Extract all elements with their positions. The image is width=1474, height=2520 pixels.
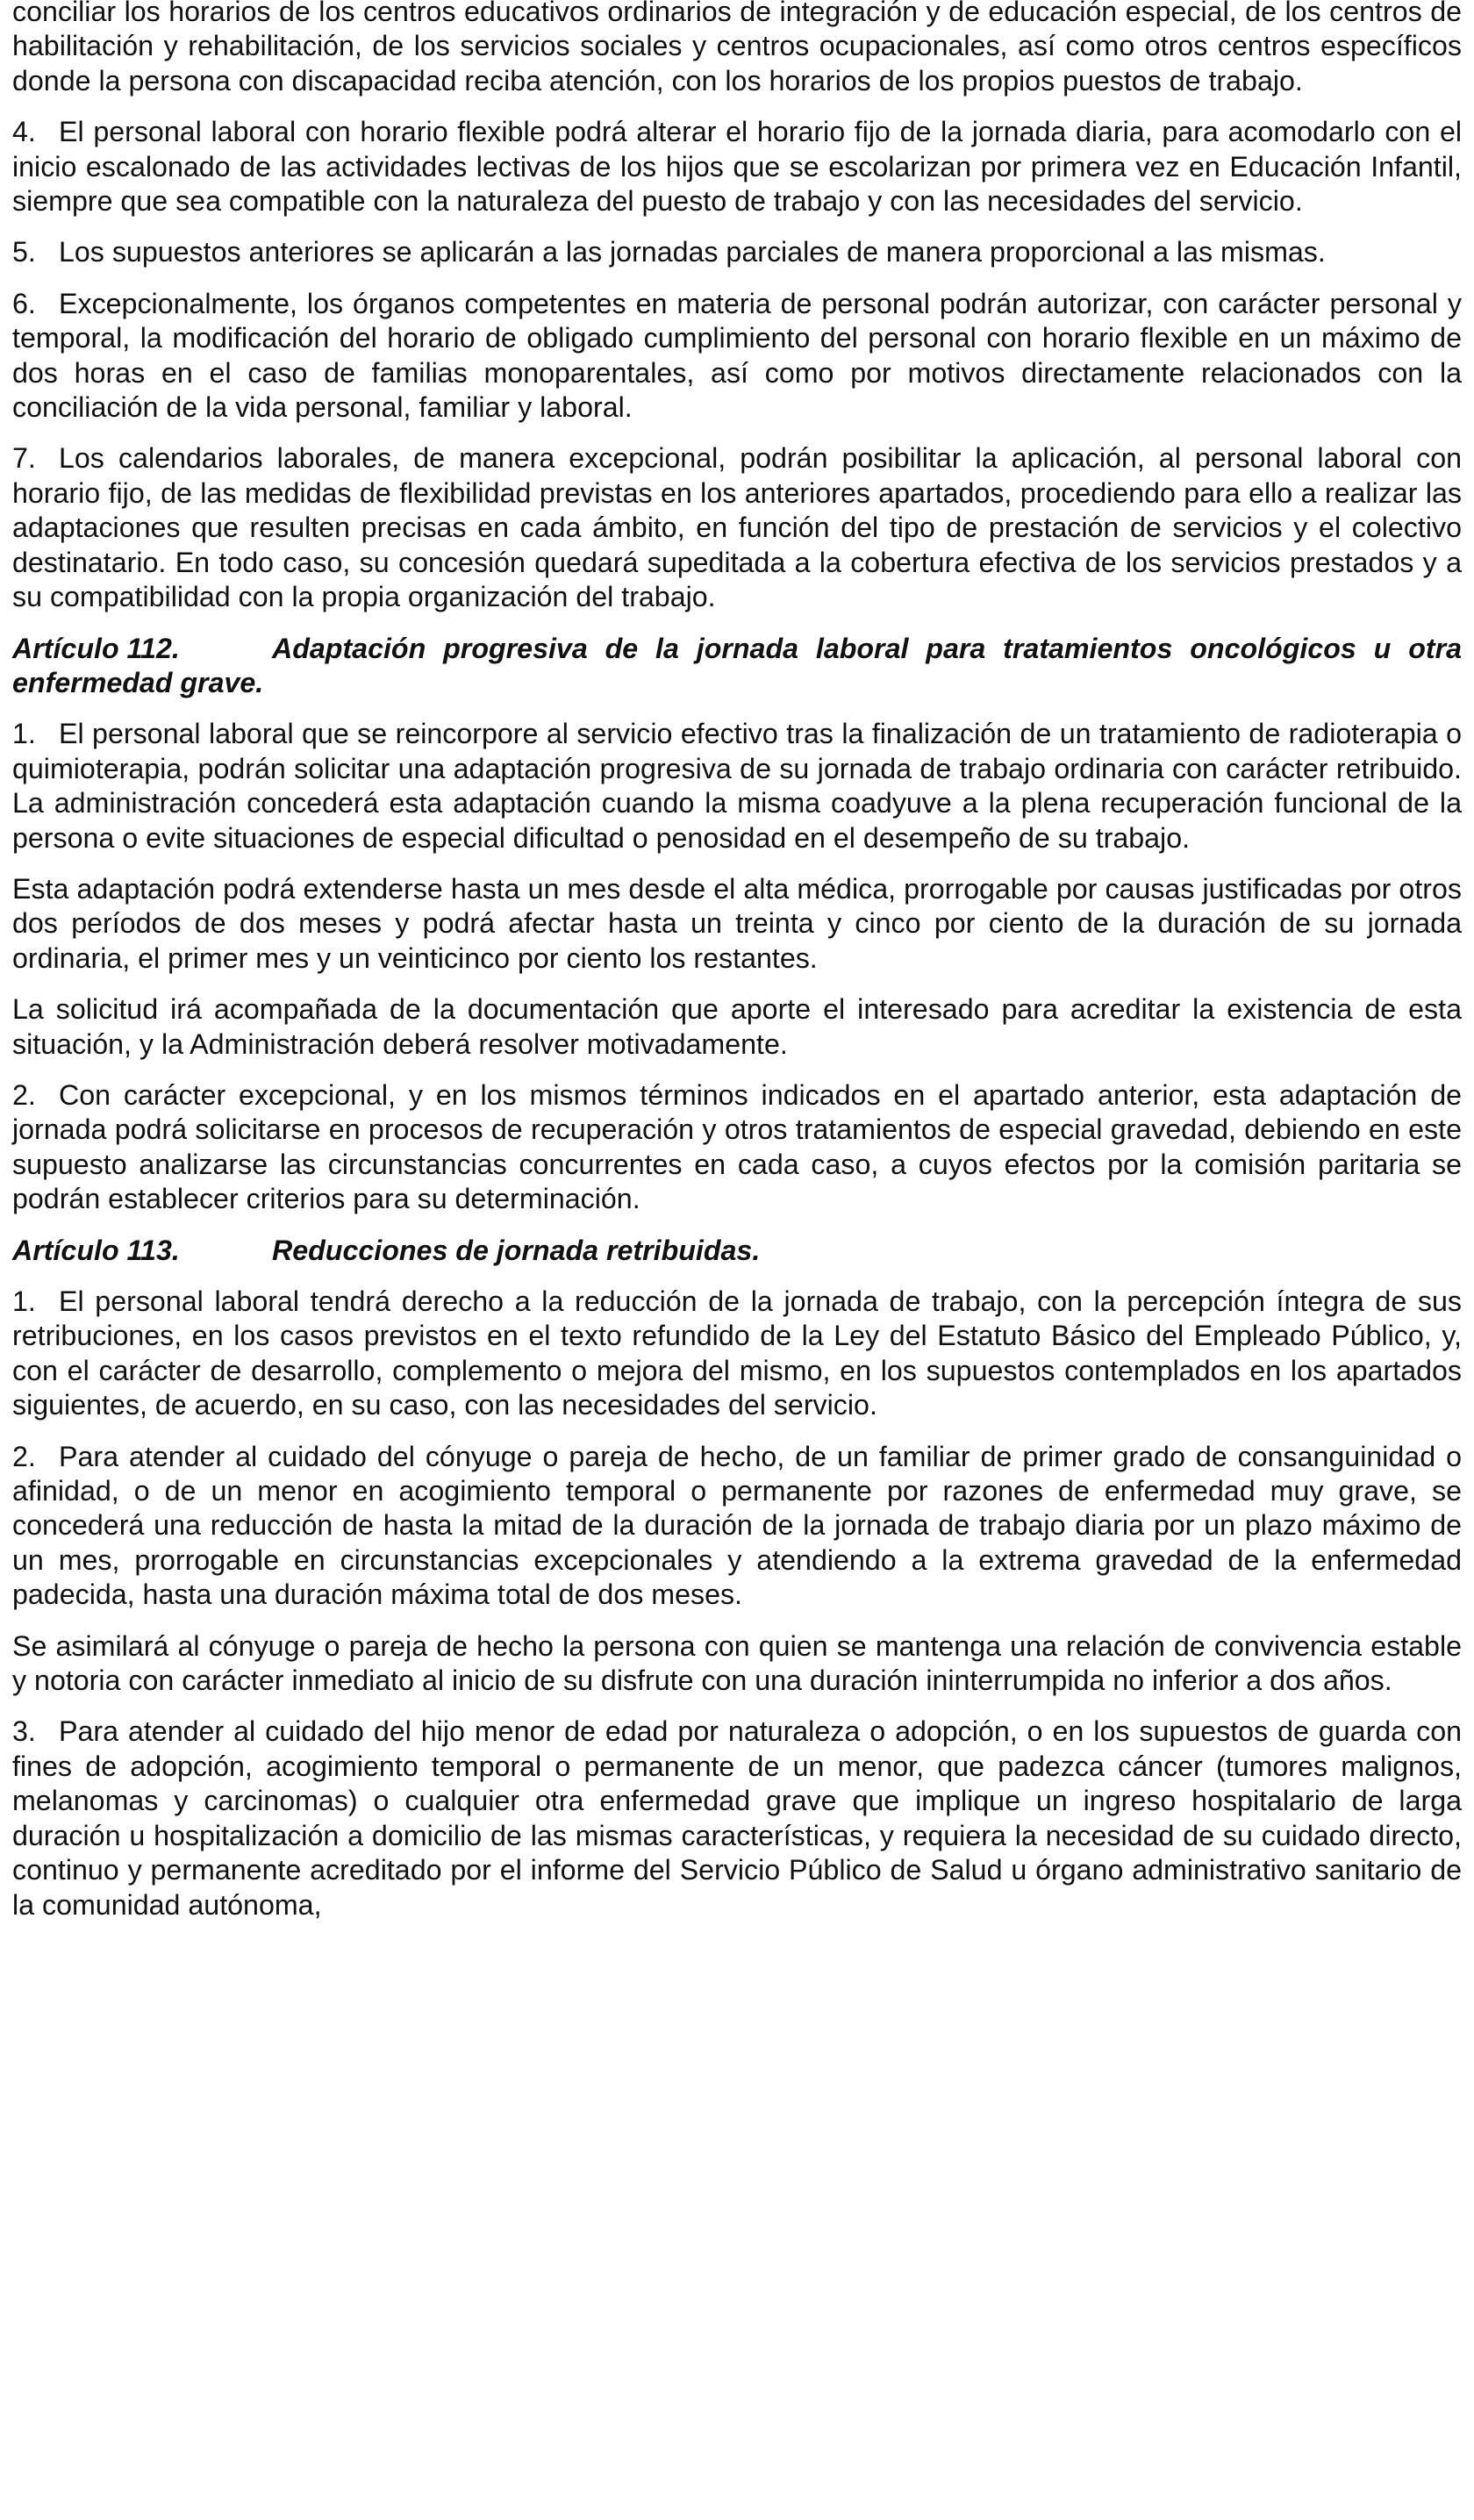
paragraph-text: El personal laboral tendrá derecho a la reducción de la jornada de trabajo, con la percepción íntegra de sus retribuciones, en los casos previstos en el texto refundido de la Ley del Estatuto Básico del Empleado Público, y, con el carácter de desarrollo, complemento o mejora del mismo, en los supuestos contemplados en los apartados siguientes, de acuerdo, en su caso, con las necesidades del servicio. [12, 1285, 1462, 1421]
article-112-paragraph-1 [12, 717, 1462, 856]
paragraph-text: conciliar los horarios de los centros educativos ordinarios de integración y de educación especial, de los centros de habilitación y rehabilitación, de los servicios sociales y centros ocupacionales, así como otros centros específicos donde la persona con discapacidad reciba atención, con los horarios de los propios puestos de trabajo. [12, 0, 1462, 97]
paragraph-number: 7. [12, 442, 36, 475]
paragraph-7 [12, 441, 1462, 614]
paragraph-5 [12, 235, 1462, 269]
paragraph-text: Los supuestos anteriores se aplicarán a las jornadas parciales de manera proporcional a las mismas. [59, 236, 1326, 268]
article-113-heading [12, 1234, 1462, 1268]
article-113-paragraph-2 [12, 1440, 1462, 1613]
paragraph-text: Para atender al cuidado del hijo menor de edad por naturaleza o adopción, o en los supuestos de guarda con fines de adopción, acogimiento temporal o permanente de un menor, que padezca cáncer (tumores malignos, melanomas y carcinomas) o cualquier otra enfermedad grave que implique un ingreso hospitalario de larga duración u hospitalización a domicilio de las mismas características, y requiera la necesidad de su cuidado directo, continuo y permanente acreditado por el informe del Servicio Público de Salud u órgano administrativo sanitario de la comunidad autónoma, [12, 1715, 1462, 1921]
article-112-paragraph-1-extension [12, 872, 1462, 976]
document-page [12, 0, 1462, 1939]
paragraph-number: 3. [12, 1715, 36, 1748]
article-113-paragraph-1 [12, 1285, 1462, 1423]
paragraph-text: Para atender al cuidado del cónyuge o pareja de hecho, de un familiar de primer grado de consanguinidad o afinidad, o de un menor en acogimiento temporal o permanente por razones de enfermedad muy grave, se concederá una reducción de hasta la mitad de la duración de la jornada de trabajo diaria por un plazo máximo de un mes, prorrogable en circunstancias excepcionales y atendiendo a la extrema gravedad de la enfermedad padecida, hasta una duración máxima total de dos meses. [12, 1440, 1462, 1611]
paragraph-text: El personal laboral que se reincorpore al servicio efectivo tras la finalización de un tratamiento de radioterapia o quimioterapia, podrán solicitar una adaptación progresiva de su jornada de trabajo ordinaria con carácter retribuido. La administración concederá esta adaptación cuando la misma coadyuve a la plena recuperación funcional de la persona o evite situaciones de especial dificultad o penosidad en el desempeño de su trabajo. [12, 718, 1462, 854]
article-title: Adaptación progresiva de la jornada laboral para tratamientos oncológicos u otra enfermedad grave. [12, 632, 1462, 698]
paragraph-6 [12, 287, 1462, 426]
paragraph-number: 5. [12, 236, 36, 268]
paragraph-text: Esta adaptación podrá extenderse hasta un mes desde el alta médica, prorrogable por causas justificadas por otros dos períodos de dos meses y podrá afectar hasta un treinta y cinco por ciento de la duración de su jornada ordinaria, el primer mes y un veinticinco por ciento los restantes. [12, 872, 1462, 974]
paragraph-number: 6. [12, 287, 36, 319]
article-number: Artículo 112. [12, 632, 180, 664]
article-113-paragraph-2-spouse [12, 1629, 1462, 1699]
paragraph-continuation [12, 0, 1462, 98]
paragraph-text: Excepcionalmente, los órganos competentes en materia de personal podrán autorizar, con carácter personal y temporal, la modificación del horario de obligado cumplimiento del personal con horario flexible en un máximo de dos horas en el caso de familias monoparentales, así como por motivos directamente relacionados con la conciliación de la vida personal, familiar y laboral. [12, 287, 1462, 424]
article-113-paragraph-3 [12, 1715, 1462, 1922]
paragraph-text: Se asimilará al cónyuge o pareja de hecho la persona con quien se mantenga una relación de convivencia estable y notoria con carácter inmediato al inicio de su disfrute con una duración ininterrumpida no inferior a dos años. [12, 1629, 1462, 1697]
article-112-heading [12, 632, 1462, 701]
paragraph-number: 4. [12, 116, 36, 148]
article-112-paragraph-2 [12, 1078, 1462, 1217]
paragraph-4 [12, 115, 1462, 218]
paragraph-text: Los calendarios laborales, de manera excepcional, podrán posibilitar la aplicación, al personal laboral con horario fijo, de las medidas de flexibilidad previstas en los anteriores apartados, procediendo para ello a realizar las adaptaciones que resulten precisas en cada ámbito, en función del tipo de prestación de servicios y el colectivo destinatario. En todo caso, su concesión quedará supeditada a la cobertura efectiva de los servicios prestados y a su compatibilidad con la propia organización del trabajo. [12, 442, 1462, 613]
article-112-paragraph-1-request [12, 992, 1462, 1062]
article-title: Reducciones de jornada retribuidas. [272, 1234, 761, 1266]
paragraph-number: 2. [12, 1440, 36, 1472]
paragraph-number: 1. [12, 718, 36, 750]
paragraph-text: El personal laboral con horario flexible podrá alterar el horario fijo de la jornada diaria, para acomodarlo con el inicio escalonado de las actividades lectivas de los hijos que se escolarizan por primera vez en Educación Infantil, siempre que sea compatible con la naturaleza del puesto de trabajo y con las necesidades del servicio. [12, 116, 1462, 218]
paragraph-number: 1. [12, 1285, 36, 1317]
paragraph-text: La solicitud irá acompañada de la documentación que aporte el interesado para acreditar la existencia de esta situación, y la Administración deberá resolver motivadamente. [12, 993, 1462, 1060]
paragraph-text: Con carácter excepcional, y en los mismos términos indicados en el apartado anterior, esta adaptación de jornada podrá solicitarse en procesos de recuperación y otros tratamientos de especial gravedad, debiendo en este supuesto analizarse las circunstancias concurrentes en cada caso, a cuyos efectos por la comisión paritaria se podrán establecer criterios para su determinación. [12, 1078, 1462, 1215]
paragraph-number: 2. [12, 1078, 36, 1111]
article-number: Artículo 113. [12, 1234, 180, 1266]
